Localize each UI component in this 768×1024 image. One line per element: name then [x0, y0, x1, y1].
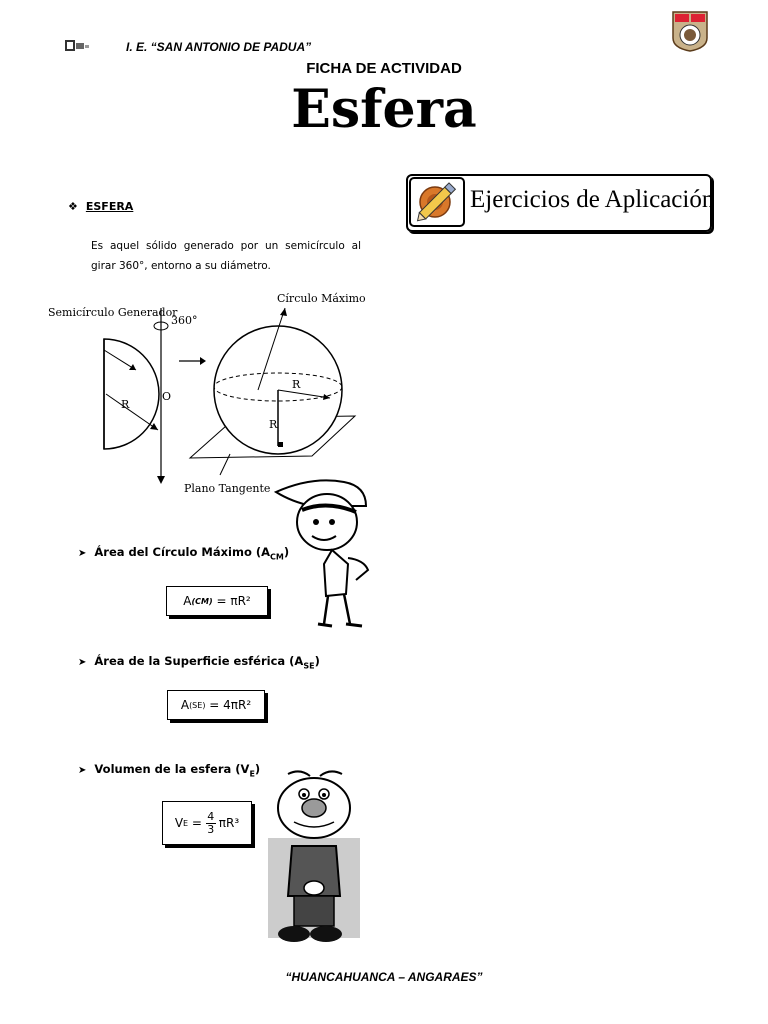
worksheet-label: FICHA DE ACTIVIDAD [306, 60, 462, 77]
formula-lhs-subscript: (SE) [189, 700, 206, 710]
cartoon-character-illustration [266, 768, 364, 944]
max-circle-label: Círculo Máximo [277, 292, 366, 305]
school-crest [671, 10, 709, 52]
rotation-label: 360° [171, 314, 198, 327]
bullet-title: Área de la Superficie esférica (A [94, 654, 304, 668]
arrow-bullet-icon: ➤ [78, 765, 87, 776]
section-description: Es aquel sólido generado por un semicírculo al girar 360°, entorno a su diámetro. [91, 240, 361, 272]
bullet-title-subscript: SE [303, 661, 315, 671]
exercises-banner-text: Ejercicios de Aplicación [470, 186, 715, 213]
formula-lhs: A [183, 594, 192, 608]
bullet-volume [78, 762, 260, 778]
bullet-area-surface [78, 654, 320, 670]
formula-box-area-max-circle [166, 586, 268, 616]
formula-lhs-subscript: E [183, 818, 189, 828]
fraction [206, 811, 216, 836]
bullet-title-close: ) [283, 545, 290, 559]
section-heading-text: ESFERA [85, 200, 134, 213]
bullet-title: Volumen de la esfera (V [94, 762, 250, 776]
bullet-title-close: ) [254, 762, 261, 776]
pencil-icon [409, 177, 465, 227]
formula-lhs: V [174, 816, 184, 830]
page-title: Esfera [291, 79, 477, 140]
school-logo [64, 38, 90, 52]
fraction-numerator: 4 [207, 809, 215, 823]
bullet-title-subscript: E [249, 769, 255, 779]
formula-rhs: = 4πR² [209, 698, 252, 712]
bullet-title: Área del Círculo Máximo (A [94, 545, 271, 559]
arrow-bullet-icon: ➤ [78, 657, 87, 668]
formula-rhs: = πR² [216, 594, 251, 608]
formula-lhs: A [180, 698, 190, 712]
section-heading [68, 200, 133, 213]
formula-box-volume: V E = 4 3 πR³ [162, 801, 252, 845]
arrow-bullet-icon: ➤ [78, 548, 87, 559]
tangent-plane-label: Plano Tangente [184, 482, 271, 495]
radius-label-vertical: R [269, 418, 278, 431]
footer-location: “HUANCAHUANCA – ANGARAES” [285, 970, 483, 984]
school-name: I. E. “SAN ANTONIO DE PADUA” [126, 40, 312, 54]
formula-box-area-surface [167, 690, 265, 720]
diamond-bullet-icon: ❖ [68, 200, 78, 213]
bullet-title-subscript: CM [270, 552, 284, 562]
formula-rhs: πR³ [218, 816, 240, 830]
formula-lhs-subscript: (CM) [191, 596, 213, 606]
bullet-title-close: ) [314, 654, 320, 668]
sphere-diagram [40, 290, 380, 500]
radius-label-horizontal: R [292, 378, 301, 391]
center-label: O [162, 390, 172, 403]
bullet-area-max-circle [78, 545, 289, 561]
fraction-denominator: 3 [207, 822, 215, 836]
generator-label: Semicírculo Generador [48, 306, 178, 319]
radius-label-generator: R [121, 398, 130, 411]
